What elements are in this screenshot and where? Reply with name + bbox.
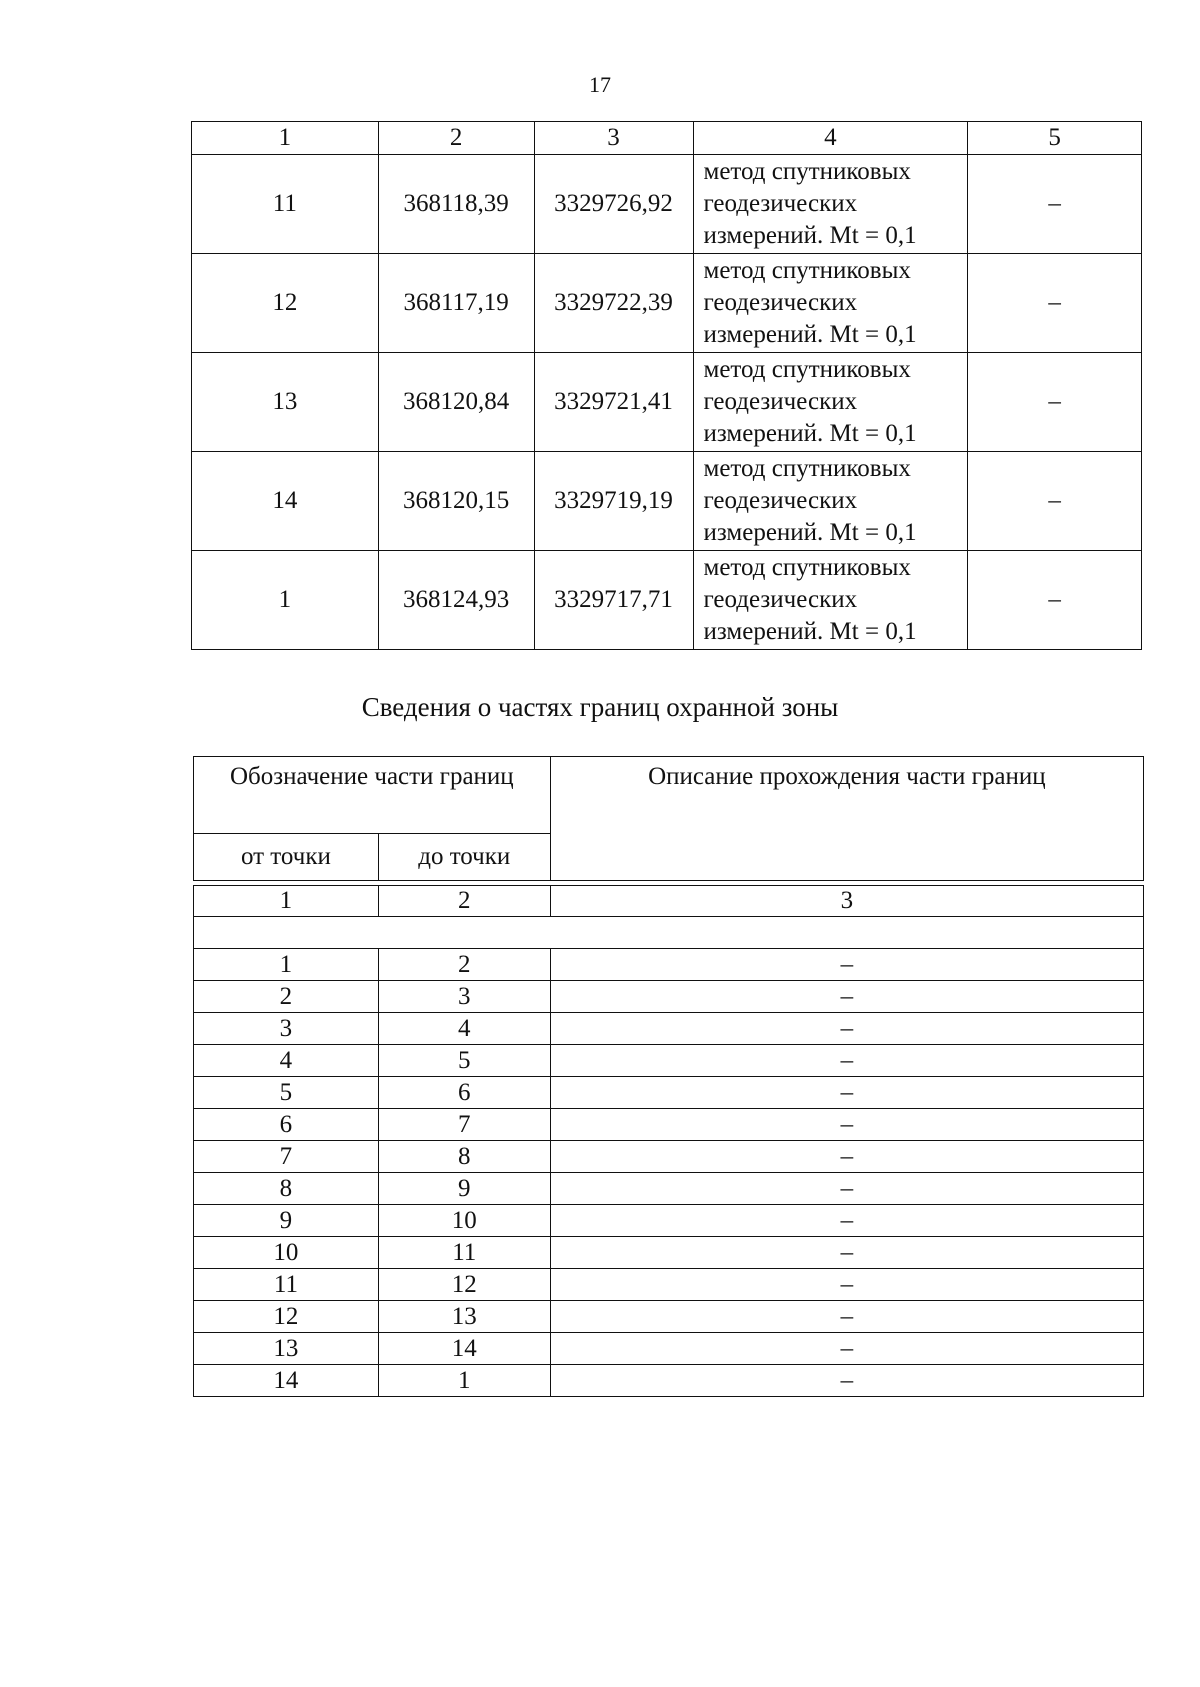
point-number: 1 <box>192 551 379 650</box>
from-point: 2 <box>194 981 379 1013</box>
table-row <box>194 1077 1144 1109</box>
header-cell: 2 <box>378 122 534 155</box>
method-line: метод спутниковых <box>703 257 911 284</box>
table-row <box>194 1365 1144 1397</box>
table-row <box>194 1141 1144 1173</box>
point-number: 11 <box>192 155 379 254</box>
method-line: метод спутниковых <box>703 554 911 581</box>
column-number: 1 <box>194 886 379 917</box>
header-cell: 4 <box>693 122 968 155</box>
coordinate-y: 3329717,71 <box>534 551 693 650</box>
table-row <box>192 353 1142 452</box>
from-point: 1 <box>194 949 379 981</box>
method-cell <box>693 254 968 353</box>
to-point: 13 <box>378 1301 550 1333</box>
method-line: измерений. Mt = 0,1 <box>703 618 917 645</box>
boundary-parts-table <box>193 756 1144 1397</box>
coordinate-x: 368124,93 <box>378 551 534 650</box>
table-row <box>194 1269 1144 1301</box>
description-cell: – <box>968 155 1142 254</box>
part-description: – <box>550 1109 1143 1141</box>
from-point: 6 <box>194 1109 379 1141</box>
blank-cell <box>194 917 1144 949</box>
to-point: 2 <box>378 949 550 981</box>
description-cell: – <box>968 452 1142 551</box>
to-point-header: до точки <box>378 834 550 881</box>
method-line: геодезических <box>703 289 858 316</box>
to-point: 6 <box>378 1077 550 1109</box>
to-point: 4 <box>378 1013 550 1045</box>
coordinate-y: 3329721,41 <box>534 353 693 452</box>
header-cell: 3 <box>534 122 693 155</box>
method-line: геодезических <box>703 190 858 217</box>
from-point: 5 <box>194 1077 379 1109</box>
method-line: геодезических <box>703 388 858 415</box>
part-description: – <box>550 981 1143 1013</box>
parts-header-row <box>194 757 1144 834</box>
to-point: 12 <box>378 1269 550 1301</box>
column-number: 3 <box>550 886 1143 917</box>
from-point-header: от точки <box>194 834 379 881</box>
to-point: 7 <box>378 1109 550 1141</box>
coordinates-table <box>191 121 1142 650</box>
description-cell: – <box>968 254 1142 353</box>
to-point: 1 <box>378 1365 550 1397</box>
coordinate-x: 368120,84 <box>378 353 534 452</box>
table-row <box>194 1013 1144 1045</box>
table-row <box>194 949 1144 981</box>
point-number: 14 <box>192 452 379 551</box>
coordinate-x: 368120,15 <box>378 452 534 551</box>
from-point: 13 <box>194 1333 379 1365</box>
column-number-row <box>194 886 1144 917</box>
coordinate-y: 3329726,92 <box>534 155 693 254</box>
method-line: измерений. Mt = 0,1 <box>703 321 917 348</box>
designation-header: Обозначение части границ <box>194 757 551 834</box>
table-row <box>194 981 1144 1013</box>
from-point: 3 <box>194 1013 379 1045</box>
to-point: 3 <box>378 981 550 1013</box>
table-row <box>194 1333 1144 1365</box>
method-line: измерений. Mt = 0,1 <box>703 420 917 447</box>
method-cell <box>693 155 968 254</box>
method-line: геодезических <box>703 487 858 514</box>
method-line: метод спутниковых <box>703 455 911 482</box>
coordinates-header-row <box>192 122 1142 155</box>
header-cell: 1 <box>192 122 379 155</box>
table-row <box>194 1173 1144 1205</box>
from-point: 8 <box>194 1173 379 1205</box>
table-row <box>192 155 1142 254</box>
method-line: метод спутниковых <box>703 356 911 383</box>
from-point: 4 <box>194 1045 379 1077</box>
from-point: 12 <box>194 1301 379 1333</box>
table-row <box>192 254 1142 353</box>
part-description: – <box>550 1205 1143 1237</box>
coordinate-y: 3329719,19 <box>534 452 693 551</box>
point-number: 12 <box>192 254 379 353</box>
method-line: метод спутниковых <box>703 158 911 185</box>
method-cell <box>693 452 968 551</box>
method-cell <box>693 551 968 650</box>
from-point: 9 <box>194 1205 379 1237</box>
to-point: 10 <box>378 1205 550 1237</box>
from-point: 14 <box>194 1365 379 1397</box>
description-cell: – <box>968 353 1142 452</box>
description-cell: – <box>968 551 1142 650</box>
from-point: 10 <box>194 1237 379 1269</box>
to-point: 5 <box>378 1045 550 1077</box>
method-line: измерений. Mt = 0,1 <box>703 519 917 546</box>
part-description: – <box>550 1333 1143 1365</box>
method-line: геодезических <box>703 586 858 613</box>
section-title: Сведения о частях границ охранной зоны <box>361 692 839 722</box>
coordinate-x: 368117,19 <box>378 254 534 353</box>
table-row <box>194 1205 1144 1237</box>
table-row <box>194 1109 1144 1141</box>
part-description: – <box>550 1365 1143 1397</box>
description-header: Описание прохождения части границ <box>550 757 1143 881</box>
point-number: 13 <box>192 353 379 452</box>
table-row <box>194 1301 1144 1333</box>
header-cell: 5 <box>968 122 1142 155</box>
part-description: – <box>550 949 1143 981</box>
to-point: 11 <box>378 1237 550 1269</box>
part-description: – <box>550 1237 1143 1269</box>
part-description: – <box>550 1013 1143 1045</box>
part-description: – <box>550 1077 1143 1109</box>
page-number: 17 <box>589 72 611 97</box>
from-point: 7 <box>194 1141 379 1173</box>
method-cell <box>693 353 968 452</box>
table-row <box>194 1237 1144 1269</box>
from-point: 11 <box>194 1269 379 1301</box>
table-row <box>194 1045 1144 1077</box>
part-description: – <box>550 1173 1143 1205</box>
to-point: 9 <box>378 1173 550 1205</box>
blank-row <box>194 917 1144 949</box>
to-point: 8 <box>378 1141 550 1173</box>
coordinate-y: 3329722,39 <box>534 254 693 353</box>
to-point: 14 <box>378 1333 550 1365</box>
method-line: измерений. Mt = 0,1 <box>703 222 917 249</box>
table-row <box>192 452 1142 551</box>
part-description: – <box>550 1269 1143 1301</box>
part-description: – <box>550 1045 1143 1077</box>
part-description: – <box>550 1301 1143 1333</box>
coordinate-x: 368118,39 <box>378 155 534 254</box>
table-row <box>192 551 1142 650</box>
part-description: – <box>550 1141 1143 1173</box>
column-number: 2 <box>378 886 550 917</box>
